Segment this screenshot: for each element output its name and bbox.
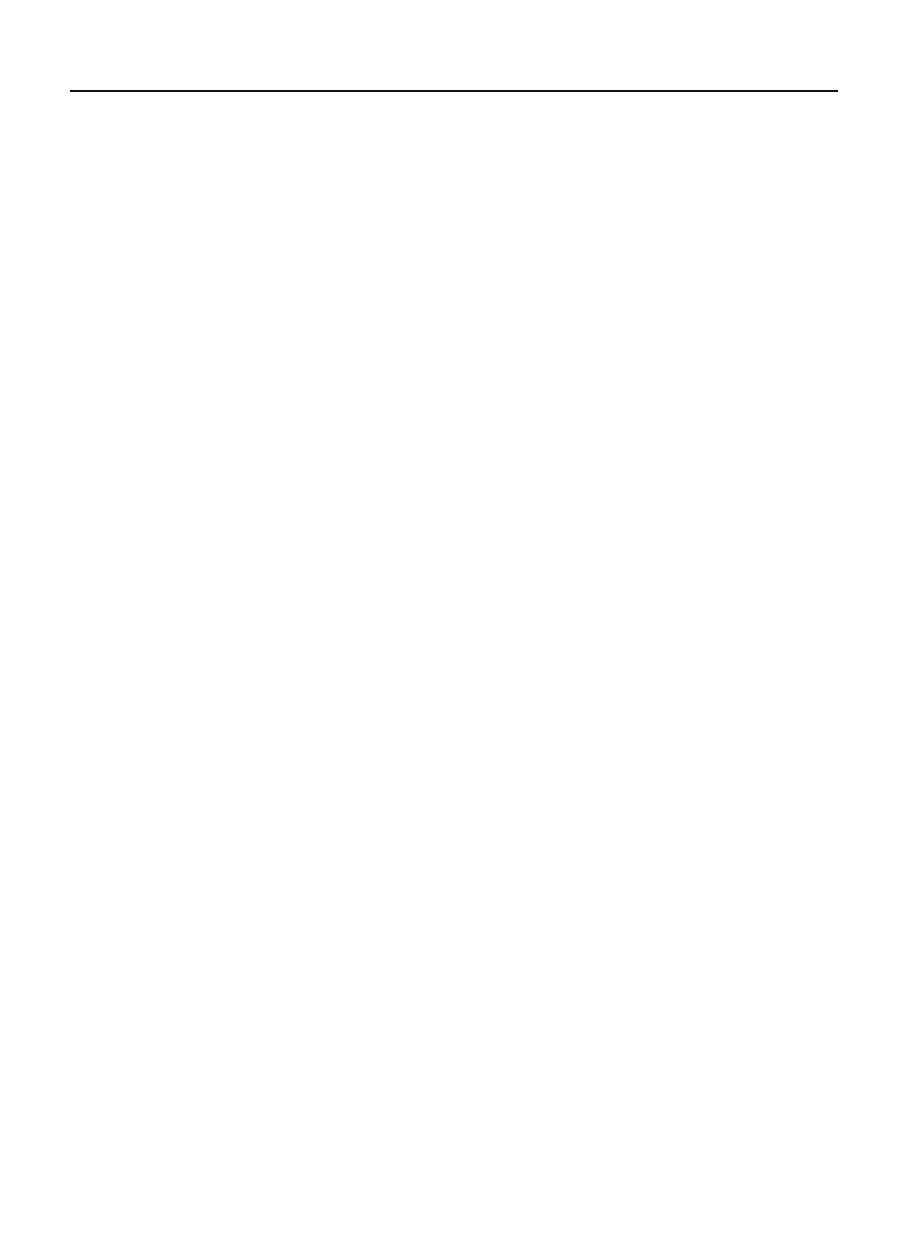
column-left-paragraph [70,254,434,274]
column-left-heading [70,132,434,158]
column-right-heading [474,132,838,158]
running-head [70,60,838,92]
column-left-paragraph [70,188,434,208]
column-right-paragraph [474,320,838,340]
column-left [70,132,434,1152]
column-left-paragraph [70,320,434,340]
column-right-paragraph [474,254,838,274]
column-right-paragraph [474,188,838,208]
text-columns [70,132,838,1152]
column-right [474,132,838,1152]
